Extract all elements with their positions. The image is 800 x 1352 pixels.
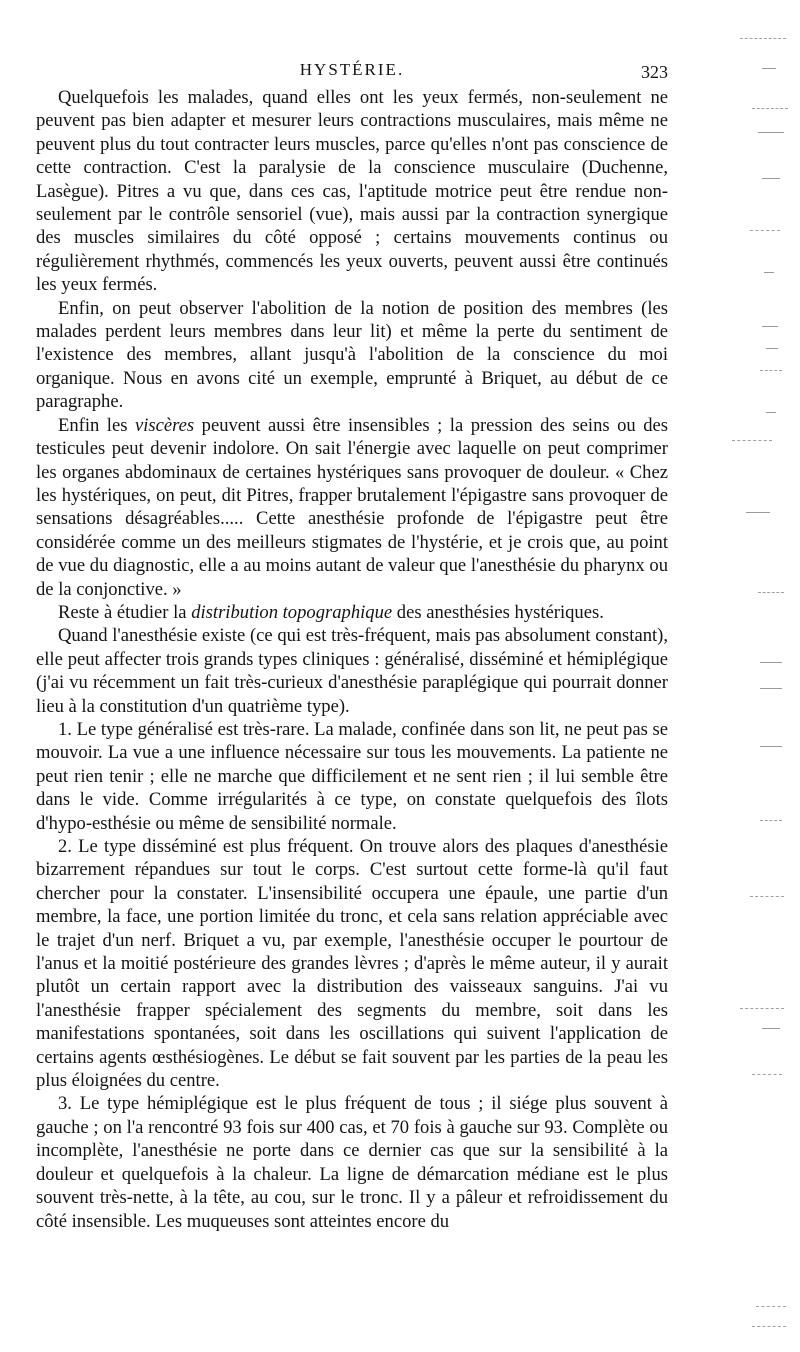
text-run: Quelquefois les malades, quand elles ont les yeux fermés, non-seulement ne peuvent pas bien adapter et mesurer leurs contractions musculaires, mais même ne peuvent plus du tout contracter leurs muscles, parce qu'elles n'ont pas conscience de cette contraction. C'est la paralysie de la conscience musculaire (Duchenne, Lasègue). Pitres a vu que, dans ces cas, l'aptitude motrice peut être rendue non-seulement par le contrôle sensoriel (vue), mais aussi par la contraction synergique des muscles similaires du côté opposé ; certains mouvements continus ou régulièrement rhythmés, commencés les yeux ouverts, peuvent aussi être continués les yeux fermés. (36, 87, 668, 296)
margin-mark (762, 68, 776, 69)
text-run: 1. Le type généralisé est très-rare. La malade, confinée dans son lit, ne peut pas se mouvoir. La vue a une influence nécessaire sur tous les mouvements. La patiente ne peut rien tenir ; elle ne marche que difficilement et ne sent rien ; il lui semble être dans le vide. Comme irrégularités à ce type, on constate quelquefois des îlots d'hypo-esthésie ou même de sensibilité normale. (36, 718, 668, 834)
margin-mark (740, 38, 786, 40)
margin-mark (760, 370, 782, 372)
paragraph (36, 624, 668, 718)
text-run: Reste à étudier la (58, 601, 192, 623)
text-run: Quand l'anesthésie existe (ce qui est très-fréquent, mais pas absolument constant), elle peut affecter trois grands types cliniques : généralisé, disséminé et hémiplégique (j'ai vu récemment un fait très-curieux d'anesthésie paraplégique qui pourrait donner lieu à la constitution d'un quatrième type). (36, 625, 668, 717)
paragraph (36, 601, 668, 624)
margin-mark (752, 108, 788, 110)
margin-mark (756, 1306, 786, 1308)
margin-mark (762, 326, 778, 327)
scan-margin-marks (722, 20, 792, 1340)
margin-mark (752, 1074, 782, 1076)
text-run: Enfin les (58, 414, 135, 436)
paragraph (36, 86, 668, 297)
margin-mark (762, 178, 780, 179)
margin-mark (762, 1028, 780, 1029)
margin-mark (746, 512, 770, 513)
italic-text: distribution topographique (191, 601, 393, 623)
text-run: 3. Le type hémiplégique est le plus fréquent de tous ; il siége plus souvent à gauche ; on l'a rencontré 93 fois sur 400 cas, et 70 fois à gauche sur 93. Complète ou incomplète, l'anesthésie ne porte dans ce dernier cas que sur la sensibilité à la douleur et quelquefois à la chaleur. La ligne de démarcation médiane est le plus souvent très-nette, à la tête, au cou, sur le tronc. Il y a pâleur et refroidissement du côté insensible. Les muqueuses sont atteintes encore du (36, 1093, 668, 1232)
margin-mark (740, 1008, 784, 1010)
text-run: 2. Le type disséminé est plus fréquent. On trouve alors des plaques d'anesthésie bizarrement répandues sur tout le corps. C'est surtout cette forme-là qu'il faut chercher pour la constater. L'insensibilité occupera une épaule, une partie d'un membre, la face, une portion limitée du tronc, et cela sans relation appréciable avec le trajet d'un nerf. Briquet a vu, par exemple, l'anesthésie occuper le pourtour de l'anus et la moitié postérieure des grandes lèvres ; d'après le même auteur, il y aurait plutôt un certain rapport avec la distribution des vaisseaux sanguins. J'ai vu l'anesthésie frapper spécialement des segments du membre, soit dans les manifestations spontanées, soit dans les oscillations qui suivent l'application de certains agents œsthésiogènes. Le début se fait souvent par les parties de la peau les plus éloignées du centre. (36, 836, 668, 1092)
paragraph (36, 1092, 668, 1232)
margin-mark (750, 896, 784, 898)
running-head (36, 60, 668, 88)
paragraph (36, 835, 668, 1092)
page-number: 323 (641, 62, 668, 82)
margin-mark (752, 1326, 786, 1328)
italic-text: viscères (134, 414, 195, 436)
margin-mark (758, 132, 784, 133)
paragraph (36, 414, 668, 601)
text-run: des anesthésies hystériques. (392, 601, 604, 623)
margin-mark (760, 746, 782, 747)
margin-mark (760, 662, 782, 663)
running-title: HYSTÉRIE. (299, 60, 405, 79)
text-run: peuvent aussi être insensibles ; la pression des seins ou des testicules peut devenir indolore. On sait l'énergie avec laquelle on peut comprimer les organes abdominaux de certaines hystériques sans provoquer de douleur. « Chez les hystériques, on peut, dit Pitres, frapper brutalement l'épigastre sans provoquer de sensations désagréables..... Cette anesthésie profonde de l'épigastre peut être considérée comme un des meilleurs stigmates de l'hystérie, et je crois que, au point de vue du diagnostic, elle a au moins autant de valeur que l'anesthésie du pharynx ou de la conjonctive. » (36, 414, 668, 600)
margin-mark (764, 272, 774, 273)
margin-mark (760, 820, 782, 822)
text-run: Enfin, on peut observer l'abolition de la notion de position des membres (les malades perdent leurs membres dans leur lit) et même la perte du sentiment de l'existence des membres, allant jusqu'à l'abolition de la conscience du moi organique. Nous en avons cité un exemple, emprunté à Briquet, au début de ce paragraphe. (36, 297, 668, 413)
margin-mark (758, 592, 784, 594)
margin-mark (732, 440, 772, 442)
paragraph (36, 297, 668, 414)
margin-mark (766, 348, 778, 349)
margin-mark (750, 230, 780, 232)
margin-mark (760, 688, 782, 689)
margin-mark (766, 412, 776, 413)
paragraph (36, 718, 668, 835)
body-text (36, 86, 668, 1233)
